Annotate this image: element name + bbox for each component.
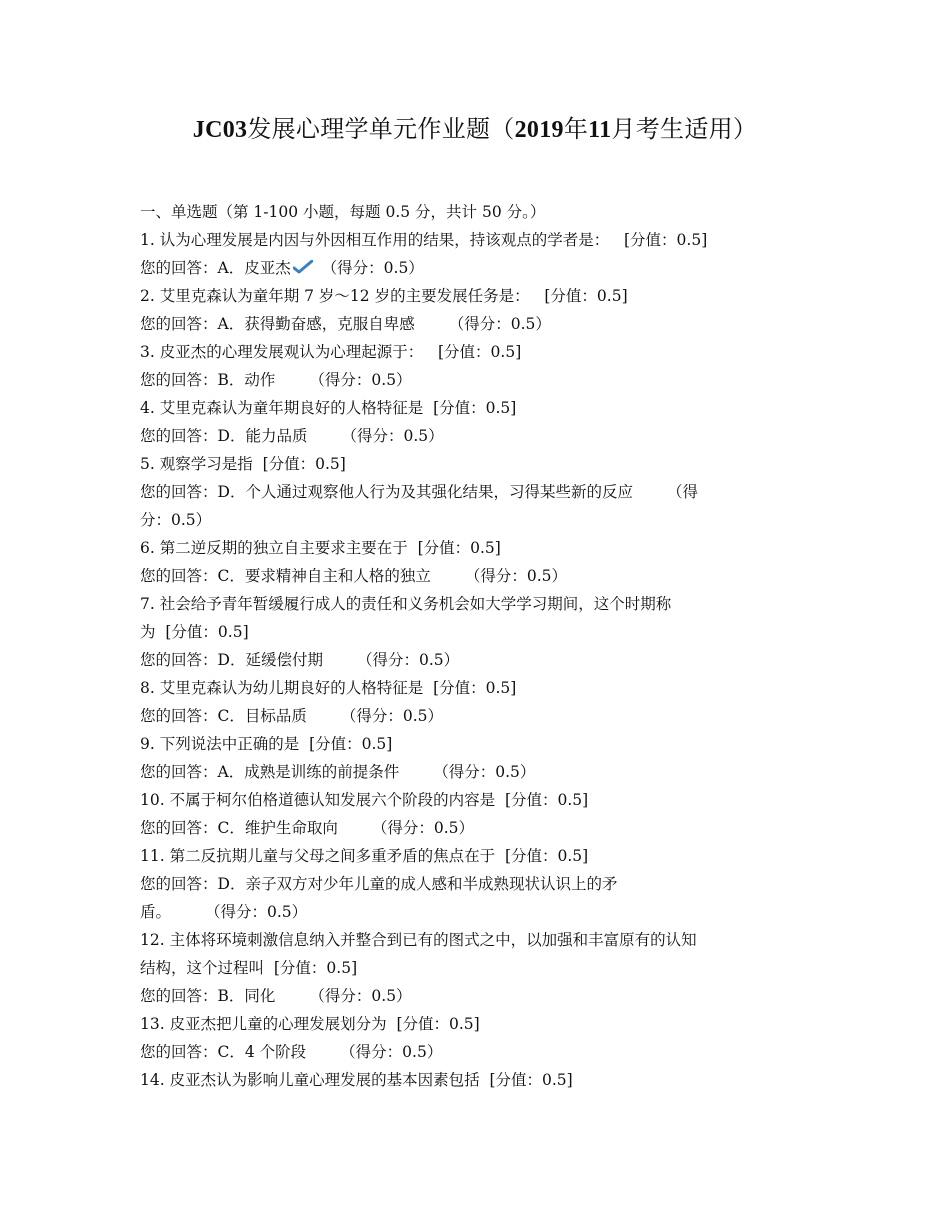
title-year: 2019 [514, 117, 564, 143]
answer-score: （得分：0.5） [340, 1043, 443, 1061]
answer-score: （得 [666, 483, 698, 501]
answer-prefix: 您的回答： [140, 483, 218, 501]
question-value: [分值：0.5] [433, 679, 517, 697]
question-text-continued [140, 954, 808, 982]
answer-score: （得分：0.5） [433, 763, 536, 781]
answer-score: 分：0.5） [140, 511, 212, 529]
question-value: [分值：0.5] [396, 1015, 480, 1033]
answer-line [140, 310, 808, 338]
section-heading: 一、单选题（第 1-100 小题，每题 0.5 分，共计 50 分。） [140, 203, 546, 221]
question-stem: 2. 艾里克森认为童年期 7 岁～12 岁的主要发展任务是： [140, 287, 530, 305]
question-value: [分值：0.5] [165, 623, 249, 641]
answer-text: D．亲子双方对少年儿童的成人感和半成熟现状认识上的矛 [217, 875, 618, 893]
answer-text: B．动作 [217, 371, 276, 389]
answer-line [140, 870, 808, 898]
answer-line [140, 702, 808, 730]
answer-score: （得分：0.5） [205, 903, 308, 921]
answer-line-continued [140, 506, 808, 534]
question-value: [分值：0.5] [262, 455, 346, 473]
question-text [140, 590, 808, 618]
answer-line [140, 1038, 808, 1066]
answer-line [140, 814, 808, 842]
question-value: [分值：0.5] [273, 959, 358, 977]
question-stem: 1. 认为心理发展是内因与外因相互作用的结果，持该观点的学者是： [140, 231, 610, 249]
answer-prefix: 您的回答： [140, 707, 218, 725]
question-stem: 7. 社会给予青年暂缓履行成人的责任和义务机会如大学学习期间，这个时期称 [140, 595, 672, 613]
question-stem: 14. 皮亚杰认为影响儿童心理发展的基本因素包括 [140, 1071, 480, 1089]
question-stem: 4. 艾里克森认为童年期良好的人格特征是 [140, 399, 424, 417]
answer-text: C．目标品质 [217, 707, 307, 725]
question-value: [分值：0.5] [504, 847, 589, 865]
answer-prefix: 您的回答： [140, 259, 218, 277]
title-month: 11 [588, 117, 612, 143]
question-stem: 结构，这个过程叫 [140, 959, 265, 977]
question-stem: 9. 下列说法中正确的是 [140, 735, 300, 753]
title-year-unit: 年 [563, 115, 589, 143]
title-text: 发展心理学单元作业题（ [247, 115, 515, 143]
question-stem: 5. 观察学习是指 [140, 455, 253, 473]
question-value: [分值：0.5] [309, 735, 393, 753]
answer-line [140, 982, 808, 1010]
answer-text: C．维护生命取向 [217, 819, 338, 837]
question-text [140, 338, 808, 366]
page-title [0, 112, 950, 147]
question-text [140, 842, 808, 870]
question-text [140, 730, 808, 758]
question-text [140, 394, 808, 422]
question-text [140, 282, 808, 310]
question-value: [分值：0.5] [624, 231, 708, 249]
question-stem: 6. 第二逆反期的独立自主要求主要在于 [140, 539, 408, 557]
answer-score: （得分：0.5） [309, 987, 412, 1005]
answer-text: 盾。 [140, 903, 172, 921]
question-text [140, 226, 808, 254]
question-value: [分值：0.5] [489, 1071, 573, 1089]
question-stem: 8. 艾里克森认为幼儿期良好的人格特征是 [140, 679, 424, 697]
answer-prefix: 您的回答： [140, 371, 218, 389]
question-stem: 10. 不属于柯尔伯格道德认知发展六个阶段的内容是 [140, 791, 496, 809]
answer-text: A．获得勤奋感，克服自卑感 [217, 315, 415, 333]
checkmark-icon [293, 260, 313, 274]
answer-prefix: 您的回答： [140, 763, 218, 781]
answer-score: （得分：0.5） [371, 819, 475, 837]
answer-prefix: 您的回答： [140, 819, 218, 837]
answer-score: （得分：0.5） [448, 315, 551, 333]
question-stem: 13. 皮亚杰把儿童的心理发展划分为 [140, 1015, 387, 1033]
answer-text: A．皮亚杰 [217, 259, 291, 277]
question-text [140, 1010, 808, 1038]
question-stem: 11. 第二反抗期儿童与父母之间多重矛盾的焦点在于 [140, 847, 496, 865]
answer-score: （得分：0.5） [341, 427, 444, 445]
question-text [140, 926, 808, 954]
answer-line [140, 254, 808, 282]
answer-text: B．同化 [217, 987, 276, 1005]
title-suffix: 月考生适用） [611, 115, 758, 143]
question-value: [分值：0.5] [433, 399, 517, 417]
question-list [140, 198, 808, 1094]
question-stem: 为 [140, 623, 156, 641]
answer-text: D．个人通过观察他人行为及其强化结果，习得某些新的反应 [217, 483, 633, 501]
answer-score: （得分：0.5） [340, 707, 444, 725]
answer-score: （得分：0.5） [356, 651, 460, 669]
question-text [140, 786, 808, 814]
question-text [140, 1066, 808, 1094]
answer-line [140, 478, 808, 506]
question-stem: 12. 主体将环境刺激信息纳入并整合到已有的图式之中，以加强和丰富原有的认知 [140, 931, 697, 949]
question-text-continued [140, 618, 808, 646]
question-text [140, 534, 808, 562]
answer-prefix: 您的回答： [140, 1043, 218, 1061]
question-value: [分值：0.5] [544, 287, 628, 305]
answer-line [140, 366, 808, 394]
answer-score: （得分：0.5） [464, 567, 568, 585]
answer-line [140, 562, 808, 590]
question-value: [分值：0.5] [417, 539, 501, 557]
answer-prefix: 您的回答： [140, 567, 218, 585]
answer-prefix: 您的回答： [140, 651, 218, 669]
answer-text: A．成熟是训练的前提条件 [217, 763, 400, 781]
answer-line [140, 422, 808, 450]
answer-text: C．要求精神自主和人格的独立 [217, 567, 431, 585]
answer-text: D．能力品质 [217, 427, 308, 445]
answer-score: （得分：0.5） [321, 259, 424, 277]
answer-text: C．4 个阶段 [217, 1043, 307, 1061]
answer-prefix: 您的回答： [140, 315, 218, 333]
question-value: [分值：0.5] [504, 791, 589, 809]
question-text [140, 674, 808, 702]
question-stem: 3. 皮亚杰的心理发展观认为心理起源于： [140, 343, 424, 361]
answer-score: （得分：0.5） [309, 371, 412, 389]
answer-line [140, 646, 808, 674]
answer-text: D．延缓偿付期 [217, 651, 323, 669]
question-value: [分值：0.5] [438, 343, 522, 361]
question-text [140, 450, 808, 478]
title-code: JC03 [192, 117, 248, 143]
answer-prefix: 您的回答： [140, 427, 218, 445]
answer-line [140, 758, 808, 786]
answer-line-continued [140, 898, 808, 926]
answer-prefix: 您的回答： [140, 875, 218, 893]
answer-prefix: 您的回答： [140, 987, 218, 1005]
